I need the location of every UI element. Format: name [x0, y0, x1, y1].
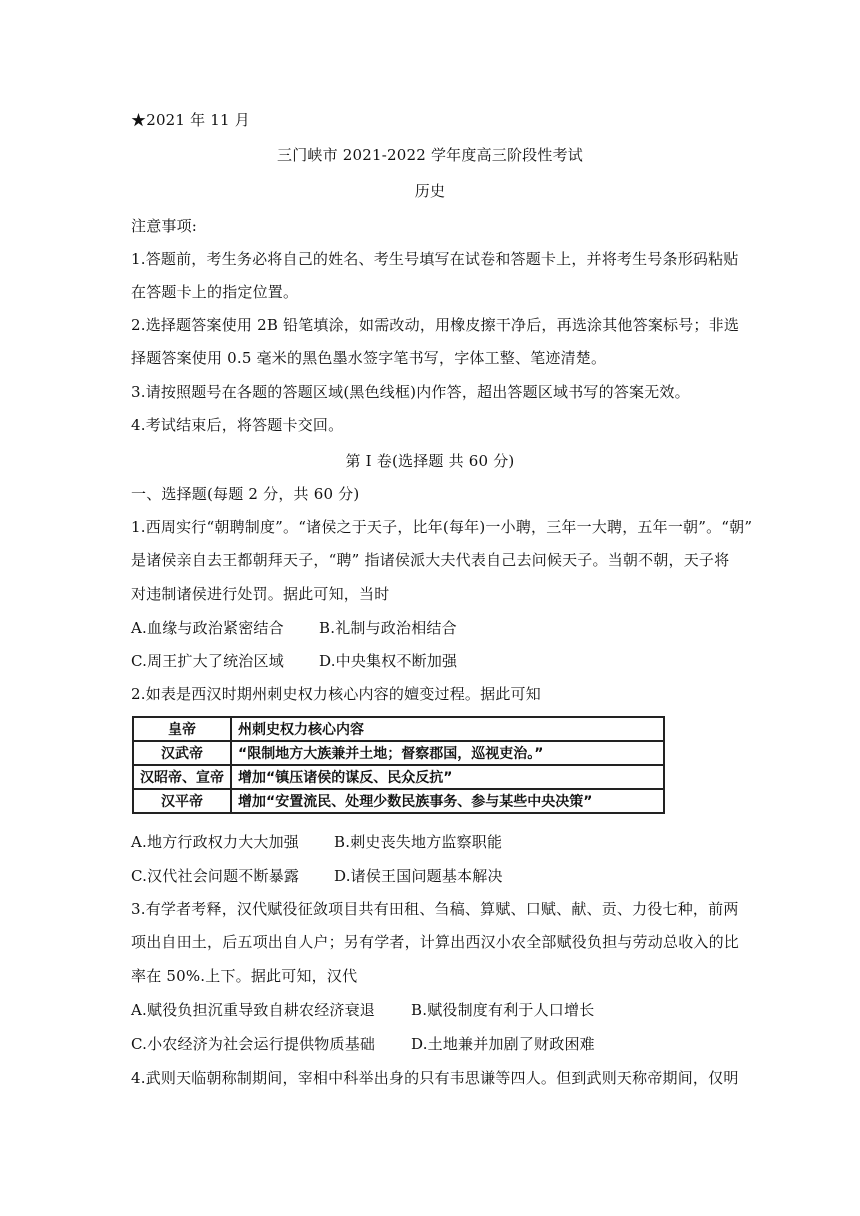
table-header-cell: 皇帝	[133, 717, 231, 741]
table-row	[133, 741, 664, 765]
q1-option-d: D.中央集权不断加强	[319, 652, 458, 670]
q3-option-a: A.赋役负担沉重导致自耕农经济衰退	[131, 1001, 376, 1019]
q1-option-b: B.礼制与政治相结合	[319, 619, 457, 637]
table-row	[133, 789, 664, 813]
q2-stem: 2.如表是西汉时期州刺史权力核心内容的嬗变过程。据此可知	[131, 685, 541, 703]
table-cell-content: 增加“镇压诸侯的谋反、民众反抗”	[231, 765, 664, 789]
section-part: 一、选择题(每题 2 分，共 60 分)	[131, 485, 360, 503]
note-2-line-1: 2.选择题答案使用 2B 铅笔填涂，如需改动，用橡皮擦干净后，再选涂其他答案标号；非选	[131, 316, 740, 334]
note-1-line-1: 1.答题前，考生务必将自己的姓名、考生号填写在试卷和答题卡上，并将考生号条形码粘贴	[131, 250, 739, 268]
q1-options-row-1	[131, 618, 457, 638]
exam-date: ★2021 年 11 月	[131, 111, 250, 129]
q2-options-row-1	[131, 832, 502, 852]
q3-option-d: D.土地兼并加剧了财政困难	[411, 1035, 595, 1053]
section-title: 第 I 卷(选择题 共 60 分)	[345, 452, 515, 470]
q2-option-b: B.刺史丧失地方监察职能	[334, 833, 503, 851]
q2-option-a: A.地方行政权力大大加强	[131, 833, 300, 851]
exam-title: 三门峡市 2021-2022 学年度高三阶段性考试	[277, 146, 583, 164]
q2-option-d: D.诸侯王国问题基本解决	[334, 867, 503, 885]
note-2-line-2: 择题答案使用 0.5 毫米的黑色墨水签字笔书写，字体工整、笔迹清楚。	[131, 349, 607, 367]
q1-line-1: 1.西周实行“朝聘制度”。“诸侯之于天子，比年(每年)一小聘，三年一大聘，五年一朝”。“朝”	[131, 518, 753, 536]
q3-options-row-2	[131, 1034, 595, 1054]
table-cell-emperor: 汉平帝	[133, 789, 231, 813]
note-4: 4.考试结束后，将答题卡交回。	[131, 416, 344, 434]
q3-line-1: 3.有学者考释，汉代赋役征敛项目共有田租、刍稿、算赋、口赋、献、贡、力役七种，前两	[131, 900, 739, 918]
table-cell-content: “限制地方大族兼并土地；督察郡国，巡视吏治。”	[231, 741, 664, 765]
table-header-cell: 州刺史权力核心内容	[231, 717, 664, 741]
q4-line-1: 4.武则天临朝称制期间，宰相中科举出身的只有韦思谦等四人。但到武则天称帝期间，仅明	[131, 1069, 739, 1087]
q1-option-a: A.血缘与政治紧密结合	[131, 619, 284, 637]
q3-option-c: C.小农经济为社会运行提供物质基础	[131, 1035, 376, 1053]
q3-line-2: 项出自田土，后五项出自人户；另有学者，计算出西汉小农全部赋役负担与劳动总收入的比	[131, 933, 740, 951]
q2-options-row-2	[131, 866, 503, 886]
table-header-row	[133, 717, 664, 741]
note-1-line-2: 在答题卡上的指定位置。	[131, 283, 299, 301]
table-cell-emperor: 汉昭帝、宣帝	[133, 765, 231, 789]
q3-line-3: 率在 50%.上下。据此可知，汉代	[131, 967, 358, 985]
q3-options-row-1	[131, 1000, 594, 1020]
q1-options-row-2	[131, 651, 457, 671]
table-row	[133, 765, 664, 789]
table-cell-emperor: 汉武帝	[133, 741, 231, 765]
q1-line-2: 是诸侯亲自去王都朝拜天子，“聘” 指诸侯派大夫代表自己去问候天子。当朝不朝，天子将	[131, 551, 730, 569]
q2-option-c: C.汉代社会问题不断暴露	[131, 867, 300, 885]
q2-table	[132, 716, 665, 814]
table-cell-content: 增加“安置流民、处理少数民族事务、参与某些中央决策”	[231, 789, 664, 813]
note-3: 3.请按照题号在各题的答题区域(黑色线框)内作答，超出答题区域书写的答案无效。	[131, 383, 690, 401]
q1-line-3: 对违制诸侯进行处罚。据此可知，当时	[131, 585, 390, 603]
q1-option-c: C.周王扩大了统治区域	[131, 652, 284, 670]
subject-title: 历史	[414, 182, 446, 200]
notes-heading: 注意事项:	[131, 217, 198, 235]
q3-option-b: B.赋役制度有利于人口增长	[411, 1001, 595, 1019]
